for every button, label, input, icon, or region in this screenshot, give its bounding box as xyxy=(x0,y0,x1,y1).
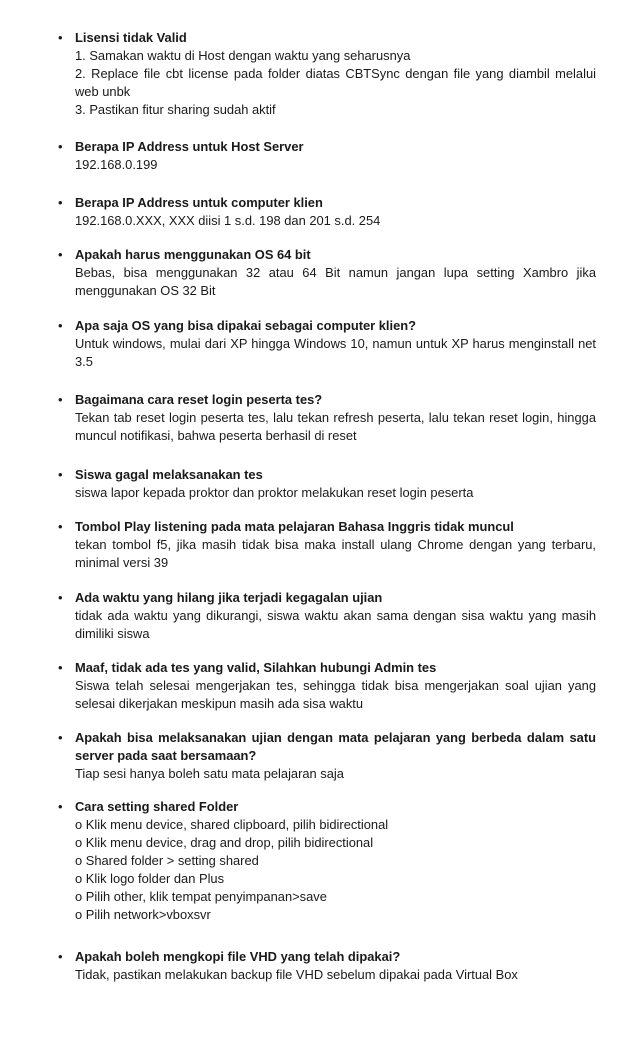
bullet-icon: • xyxy=(58,467,63,482)
faq-question: Tombol Play listening pada mata pelajaran Bahasa Inggris tidak muncul xyxy=(75,519,514,534)
answer-line: o Klik menu device, shared clipboard, pilih bidirectional xyxy=(75,817,389,832)
answer-line: 192.168.0.199 xyxy=(75,157,158,172)
bullet-icon: • xyxy=(58,392,63,407)
faq-item-client-os xyxy=(58,317,596,371)
faq-answer xyxy=(75,765,596,783)
answer-line: 3. Pastikan fitur sharing sudah aktif xyxy=(75,102,276,117)
faq-answer xyxy=(75,212,596,230)
faq-question: Siswa gagal melaksanakan tes xyxy=(75,467,263,482)
bullet-icon: • xyxy=(58,799,63,814)
answer-line: o Pilih network>vboxsvr xyxy=(75,907,211,922)
faq-item-waktu-hilang xyxy=(58,589,596,643)
faq-item-tes-tidak-valid xyxy=(58,659,596,713)
faq-answer xyxy=(75,335,596,371)
bullet-icon: • xyxy=(58,660,63,675)
bullet-icon: • xyxy=(58,139,63,154)
faq-answer xyxy=(75,156,596,174)
faq-question: Ada waktu yang hilang jika terjadi kegagalan ujian xyxy=(75,590,383,605)
faq-question: Apakah bisa melaksanakan ujian dengan mata pelajaran yang berbeda dalam satu server pada saat bersamaan? xyxy=(75,730,596,763)
faq-question: Apakah harus menggunakan OS 64 bit xyxy=(75,247,311,262)
answer-line: Untuk windows, mulai dari XP hingga Windows 10, namun untuk XP harus menginstall net 3.5 xyxy=(75,336,596,369)
faq-question: Lisensi tidak Valid xyxy=(75,30,187,45)
faq-answer xyxy=(75,536,596,572)
faq-item-lisensi xyxy=(58,29,596,119)
faq-item-mapel-berbeda xyxy=(58,729,596,783)
bullet-icon: • xyxy=(58,30,63,45)
answer-line: Bebas, bisa menggunakan 32 atau 64 Bit namun jangan lupa setting Xambro jika menggunakan OS 32 Bit xyxy=(75,265,596,298)
faq-item-reset-login xyxy=(58,391,596,445)
faq-question: Berapa IP Address untuk Host Server xyxy=(75,139,304,154)
answer-line: o Pilih other, klik tempat penyimpanan>save xyxy=(75,889,327,904)
bullet-icon: • xyxy=(58,730,63,745)
faq-item-client-ip xyxy=(58,194,596,230)
bullet-icon: • xyxy=(58,318,63,333)
faq-item-gagal-tes xyxy=(58,466,596,502)
faq-item-shared-folder xyxy=(58,798,596,924)
answer-line: siswa lapor kepada proktor dan proktor melakukan reset login peserta xyxy=(75,485,474,500)
faq-question: Cara setting shared Folder xyxy=(75,799,239,814)
faq-item-os64 xyxy=(58,246,596,300)
bullet-icon: • xyxy=(58,949,63,964)
faq-item-play-listening xyxy=(58,518,596,572)
faq-answer xyxy=(75,816,596,924)
faq-answer xyxy=(75,966,596,984)
answer-line: o Klik logo folder dan Plus xyxy=(75,871,225,886)
faq-answer xyxy=(75,607,596,643)
faq-item-host-ip xyxy=(58,138,596,174)
answer-line: tidak ada waktu yang dikurangi, siswa waktu akan sama dengan sisa waktu yang masih dimiliki siswa xyxy=(75,608,596,641)
answer-line: Tidak, pastikan melakukan backup file VHD sebelum dipakai pada Virtual Box xyxy=(75,967,518,982)
answer-line: 1. Samakan waktu di Host dengan waktu yang seharusnya xyxy=(75,48,411,63)
bullet-icon: • xyxy=(58,195,63,210)
faq-question: Berapa IP Address untuk computer klien xyxy=(75,195,323,210)
faq-answer xyxy=(75,47,596,119)
faq-question: Apa saja OS yang bisa dipakai sebagai computer klien? xyxy=(75,318,417,333)
bullet-icon: • xyxy=(58,519,63,534)
bullet-icon: • xyxy=(58,247,63,262)
answer-line: 192.168.0.XXX, XXX diisi 1 s.d. 198 dan 201 s.d. 254 xyxy=(75,213,381,228)
faq-question: Bagaimana cara reset login peserta tes? xyxy=(75,392,323,407)
faq-answer xyxy=(75,677,596,713)
answer-line: tekan tombol f5, jika masih tidak bisa maka install ulang Chrome dengan yang terbaru, minimal versi 39 xyxy=(75,537,596,570)
answer-line: o Shared folder > setting shared xyxy=(75,853,259,868)
answer-line: Siswa telah selesai mengerjakan tes, sehingga tidak bisa mengerjakan soal ujian yang selesai dikerjakan meskipun masih ada sisa waktu xyxy=(75,678,596,711)
faq-question: Apakah boleh mengkopi file VHD yang telah dipakai? xyxy=(75,949,401,964)
faq-answer xyxy=(75,409,596,445)
answer-line: Tekan tab reset login peserta tes, lalu tekan refresh peserta, lalu tekan reset login, hingga muncul notifikasi, bahwa peserta berhasil di reset xyxy=(75,410,596,443)
faq-question: Maaf, tidak ada tes yang valid, Silahkan hubungi Admin tes xyxy=(75,660,437,675)
faq-answer xyxy=(75,484,596,502)
answer-line: 2. Replace file cbt license pada folder diatas CBTSync dengan file yang diambil melalui web unbk xyxy=(75,66,596,99)
bullet-icon: • xyxy=(58,590,63,605)
faq-item-kopi-vhd xyxy=(58,948,596,984)
answer-line: Tiap sesi hanya boleh satu mata pelajaran saja xyxy=(75,766,344,781)
faq-answer xyxy=(75,264,596,300)
answer-line: o Klik menu device, drag and drop, pilih bidirectional xyxy=(75,835,374,850)
